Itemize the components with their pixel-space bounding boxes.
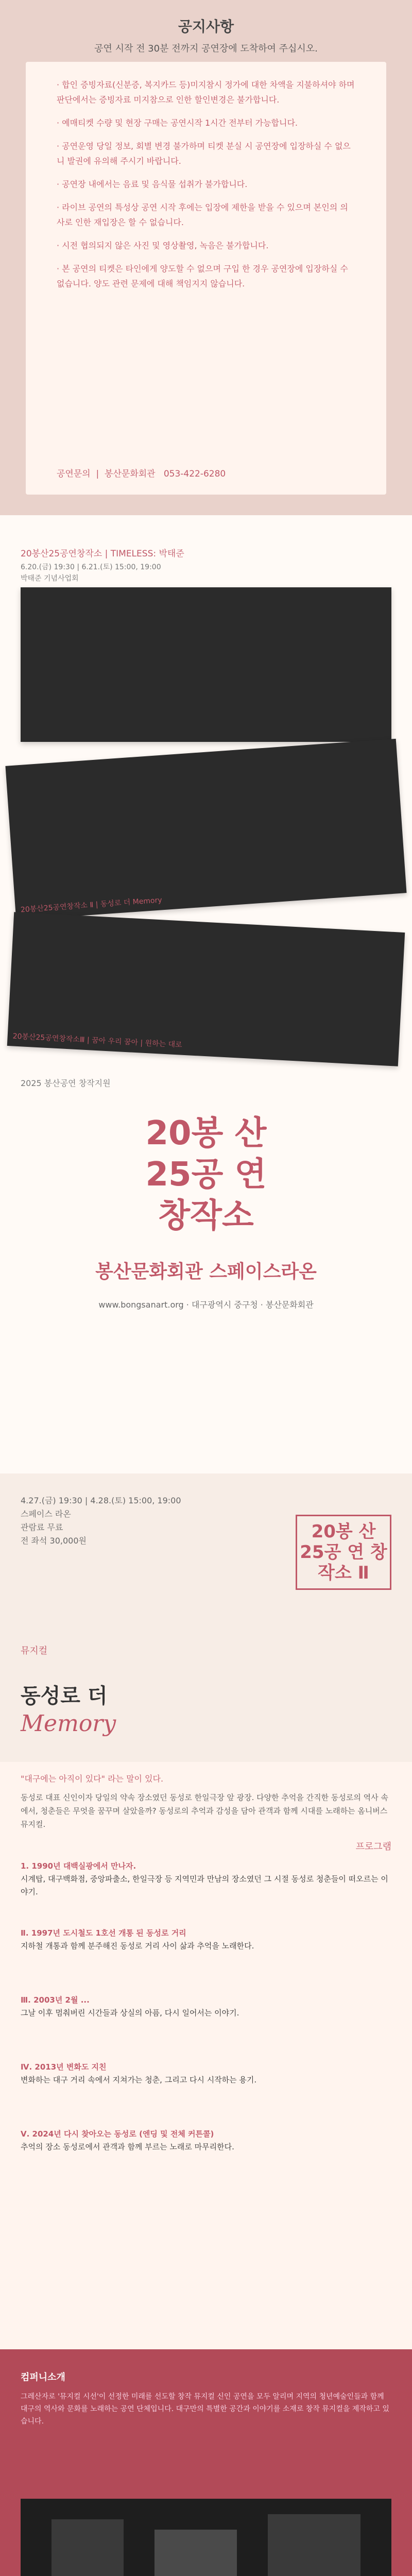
program-item-head: Ⅲ. 2003년 2월 ...: [21, 1995, 90, 2005]
prog-date: 4.27.(금) 19:30 | 4.28.(토) 15:00, 19:00: [21, 1496, 181, 1505]
poster-date1-sub: 박태준 기념사업회: [21, 574, 79, 583]
notice-item: · 본 공연의 티켓은 타인에게 양도할 수 없으며 구입 한 경우 공연장에 입장하실 수 없습니다. 양도 관련 문제에 대해 책임지지 않습니다.: [57, 264, 348, 289]
poster-subtitle: 봉산문화회관 스페이스라온: [95, 1261, 317, 1282]
prog-price: 전 좌석 30,000원: [21, 1536, 87, 1546]
program-item: [21, 2128, 391, 2154]
program-item-body: 변화하는 대구 거리 속에서 지쳐가는 청춘, 그리고 다시 시작하는 용기.: [21, 2075, 257, 2084]
poster-year-note: 2025 봉산공연 창작지원: [21, 1078, 111, 1088]
poster-card-label: 20봉산25공연창작소 Ⅱ | 동성로 더 Memory: [20, 896, 163, 914]
notice-section: [0, 0, 412, 515]
prog-logo: 20봉 산 25공 연 창작소 Ⅱ: [296, 1515, 391, 1590]
company-text: 그레산자로 '뮤지컬 시선'이 선정한 미래를 선도할 창작 뮤지컬 신인 공연을 모두 알리며 지역의 청년예술인들과 함께 대구의 역사와 문화를 노래하는 공연 단체입니다. 대구만의 특별한 공간과 이야기를 소재로 창작 뮤지컬을 제작하고 있습니다.: [21, 2393, 389, 2426]
company-caption: 컴퍼니소개: [21, 2372, 65, 2383]
poster-title-line: 20봉 산: [145, 1114, 267, 1153]
program-item-head: Ⅱ. 1997년 도시철도 1호선 개통 된 동성로 거리: [21, 1928, 186, 1938]
poster-section: [0, 515, 412, 1473]
photo-figure: [52, 2519, 124, 2576]
prog-genre: 뮤지컬: [21, 1646, 48, 1656]
poster-card-label: 20봉산25공연창작소Ⅲ | 꿈아 우리 꿈아 | 원하는 대로: [12, 1032, 182, 1049]
program-item-head: Ⅳ. 2013년 변화도 지친: [21, 2062, 107, 2072]
prog-place: 스페이스 라온: [21, 1509, 71, 1519]
performance-photo: [21, 2499, 391, 2576]
program-item-body: 그날 이후 멈춰버린 시간들과 상실의 아픔, 다시 일어서는 이야기.: [21, 2008, 239, 2018]
notice-item: · 공연운영 당일 정보, 회별 변경 불가하며 티켓 분실 시 공연장에 입장하실 수 없으니 발권에 유의해 주시기 바랍니다.: [57, 141, 351, 166]
notice-box: [26, 62, 386, 495]
poster-card-memory: [5, 739, 406, 920]
poster-title-line: 창작소: [158, 1197, 254, 1235]
poster-card1-title: 20봉산25공연창작소 | TIMELESS: 박태준: [21, 549, 184, 559]
synopsis-section: [0, 1762, 412, 2349]
synopsis-label: 프로그램: [355, 1841, 391, 1852]
program-item-body: 시계탑, 대구백화점, 중앙파출소, 한일극장 등 지역민과 만남의 장소였던 그 시절 동성로 청춘들이 떠오르는 이야기.: [21, 1874, 388, 1896]
notice-item: · 합인 증빙자료(신분증, 복지카드 등)미지참시 정가에 대한 차액을 지불하셔야 하며 판단에서는 증빙자료 미지참으로 인한 할인변경은 불가합니다.: [57, 80, 355, 105]
program-item-body: 추억의 장소 동성로에서 관객과 함께 부르는 노래로 마무리한다.: [21, 2142, 234, 2151]
prog-title-en: Memory: [21, 1710, 116, 1737]
notice-contact: 공연문의 | 봉산문화회관 053-422-6280: [57, 469, 226, 479]
company-cast-section: [0, 2349, 412, 2576]
contact-label: 공연문의: [57, 469, 91, 479]
notice-list: [26, 62, 386, 315]
program-item: [21, 1994, 391, 2020]
contact-tel[interactable]: 053-422-6280: [163, 469, 226, 479]
synopsis-intro: 동성로 대표 신인이자 당일의 약속 장소였던 동성로 한일극장 앞 광장. 다양한 추억을 간직한 동성로의 역사 속에서, 청춘들은 무엇을 꿈꾸며 살았을까? 동성로의 추억과 감성을 담아 관객과 함께 시대를 노래하는 옴니버스 뮤지컬.: [21, 1793, 388, 1829]
notice-title: 공지사항: [178, 18, 234, 35]
notice-subtitle: 공연 시작 전 30분 전까지 공연장에 도착하여 주십시오.: [94, 43, 318, 54]
poster-card-timeless: [21, 587, 391, 742]
photo-figure: [268, 2514, 360, 2576]
program-item-head: Ⅴ. 2024년 다시 찾아오는 동성로 (엔딩 및 전체 커튼콜): [21, 2129, 214, 2139]
notice-item: · 공연장 내에서는 음료 및 음식물 섭취가 불가합니다.: [57, 179, 248, 189]
prog-title-kr: 동성로 더: [21, 1684, 108, 1708]
poster-date1: 6.20.(금) 19:30 | 6.21.(토) 15:00, 19:00: [21, 563, 161, 571]
program-item: [21, 2061, 391, 2087]
notice-item: · 시전 협의되지 않은 사진 및 영상촬영, 녹음은 불가합니다.: [57, 241, 269, 250]
notice-item: · 예매티켓 수량 및 현장 구매는 공연시작 1시간 전부터 가능합니다.: [57, 118, 298, 128]
notice-item: · 라이브 공연의 특성상 공연 시작 후에는 입장에 제한을 받을 수 있으며 본인의 의사로 인한 재입장은 할 수 없습니다.: [57, 202, 348, 227]
contact-org: 봉산문화회관: [105, 469, 156, 479]
poster-title-line: 25공 연: [145, 1156, 267, 1194]
prog-age: 관람료 무료: [21, 1522, 63, 1532]
poster-big-title: [0, 1113, 412, 1236]
program-item-body: 지하철 개통과 함께 분주해진 동성로 거리 사이 삶과 추억을 노래한다.: [21, 1941, 254, 1951]
program-item-head: 1. 1990년 대백실광에서 만나자.: [21, 1861, 136, 1871]
poster-card-third: [7, 912, 405, 1066]
photo-figure: [154, 2530, 237, 2576]
program-item: [21, 1860, 391, 1899]
poster-org: www.bongsanart.org · 대구광역시 중구청 · 봉산문화회관: [98, 1300, 314, 1310]
synopsis-quote: "대구에는 아직이 있다" 라는 말이 있다.: [21, 1774, 164, 1784]
program-section: [0, 1473, 412, 1762]
program-item: [21, 1927, 391, 1953]
